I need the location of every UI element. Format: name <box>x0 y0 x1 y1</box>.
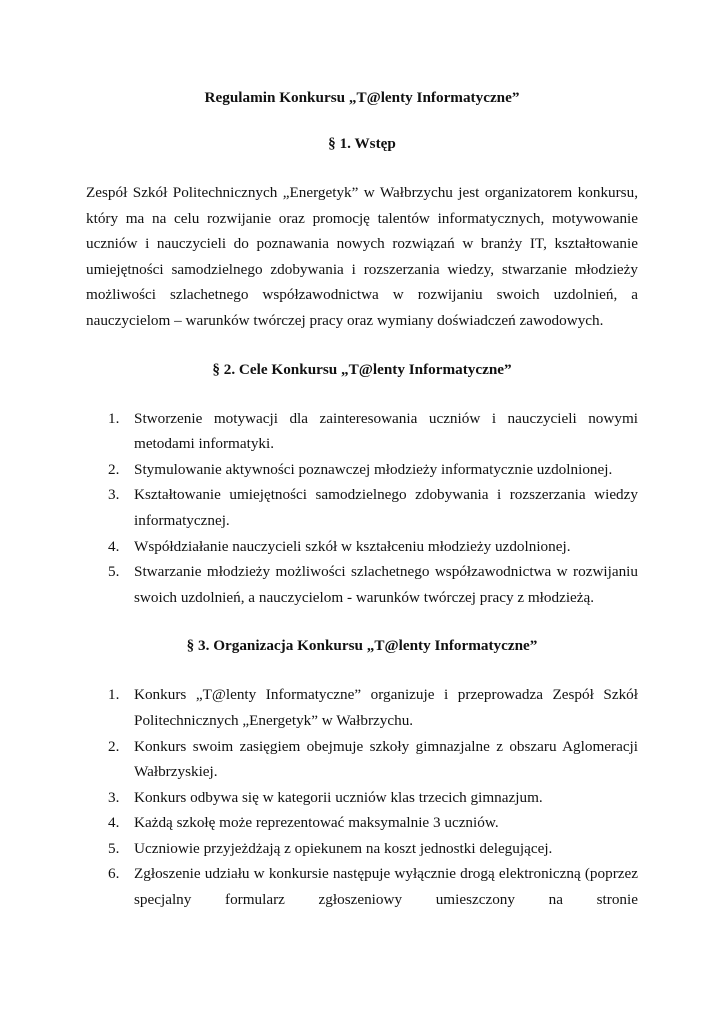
section-2-list <box>86 406 638 611</box>
list-item-number: 1. <box>108 409 120 427</box>
list-item <box>86 861 638 912</box>
section-3-list <box>86 682 638 912</box>
list-item <box>86 785 638 811</box>
document-page <box>86 88 638 939</box>
list-item-number: 6. <box>108 865 120 883</box>
list-item-text: Konkurs swoim zasięgiem obejmuje szkoły gimnazjalne z obszaru Aglomeracji Wałbrzyskiej. <box>134 737 638 781</box>
list-item-number: 1. <box>108 686 120 704</box>
section-1-paragraph: Zespół Szkół Politechnicznych „Energetyk” w Wałbrzychu jest organizatorem konkursu, który ma na celu rozwijanie oraz promocję talentów informatycznych, motywowanie uczniów i nauczycieli do poznawania nowych rozwiązań w branży IT, kształtowanie umiejętności samodzielnego zdobywania i rozszerzania wiedzy, stwarzanie młodzieży możliwości szlachetnego współzawodnictwa w rozwijaniu swoich uzdolnień, a nauczycielom – warunków twórczej pracy oraz wymiany doświadczeń zawodowych. <box>86 184 638 329</box>
section-2-heading: § 2. Cele Konkursu „T@lenty Informatyczne” <box>212 360 512 378</box>
list-item <box>86 734 638 785</box>
list-item-text: Każdą szkołę może reprezentować maksymalnie 3 uczniów. <box>134 814 499 832</box>
list-item-number: 3. <box>108 486 120 504</box>
section-1-heading: § 1. Wstęp <box>328 135 396 152</box>
list-item-text: Stymulowanie aktywności poznawczej młodzieży informatycznie uzdolnionej. <box>134 460 613 478</box>
list-item-number: 4. <box>108 814 120 832</box>
list-item-text: Współdziałanie nauczycieli szkół w kształceniu młodzieży uzdolnionej. <box>134 537 571 555</box>
list-item-text: Stwarzanie młodzieży możliwości szlachetnego współzawodnictwa w rozwijaniu swoich uzdolnień, a nauczycielom - warunków twórczej pracy z młodzieżą. <box>134 563 638 606</box>
list-item-number: 2. <box>108 737 120 755</box>
list-item-text: Zgłoszenie udziału w konkursie następuje wyłącznie drogą elektroniczną (poprzez specjalny formularz zgłoszeniowy umieszczony na stronie <box>134 865 638 909</box>
list-item <box>86 810 638 836</box>
list-item <box>86 534 638 560</box>
list-item-number: 2. <box>108 460 120 478</box>
list-item-text: Kształtowanie umiejętności samodzielnego zdobywania i rozszerzania wiedzy informatycznej. <box>134 486 638 529</box>
list-item <box>86 406 638 457</box>
list-item <box>86 682 638 733</box>
list-item <box>86 836 638 862</box>
section-3-heading: § 3. Organizacja Konkursu „T@lenty Informatyczne” <box>186 637 538 655</box>
list-item-number: 4. <box>108 537 120 555</box>
list-item-number: 3. <box>108 788 120 806</box>
list-item <box>86 457 638 483</box>
list-item-number: 5. <box>108 839 120 857</box>
list-item-text: Uczniowie przyjeżdżają z opiekunem na koszt jednostki delegującej. <box>134 839 553 857</box>
document-title: Regulamin Konkursu „T@lenty Informatyczne” <box>204 89 520 106</box>
list-item-text: Konkurs „T@lenty Informatyczne” organizuje i przeprowadza Zespół Szkół Politechnicznych „Energetyk” w Wałbrzychu. <box>134 686 638 729</box>
list-item-text: Stworzenie motywacji dla zainteresowania uczniów i nauczycieli nowymi metodami informatyki. <box>134 409 638 453</box>
list-item <box>86 559 638 610</box>
list-item <box>86 482 638 533</box>
list-item-text: Konkurs odbywa się w kategorii uczniów klas trzecich gimnazjum. <box>134 788 543 806</box>
list-item-number: 5. <box>108 563 120 581</box>
